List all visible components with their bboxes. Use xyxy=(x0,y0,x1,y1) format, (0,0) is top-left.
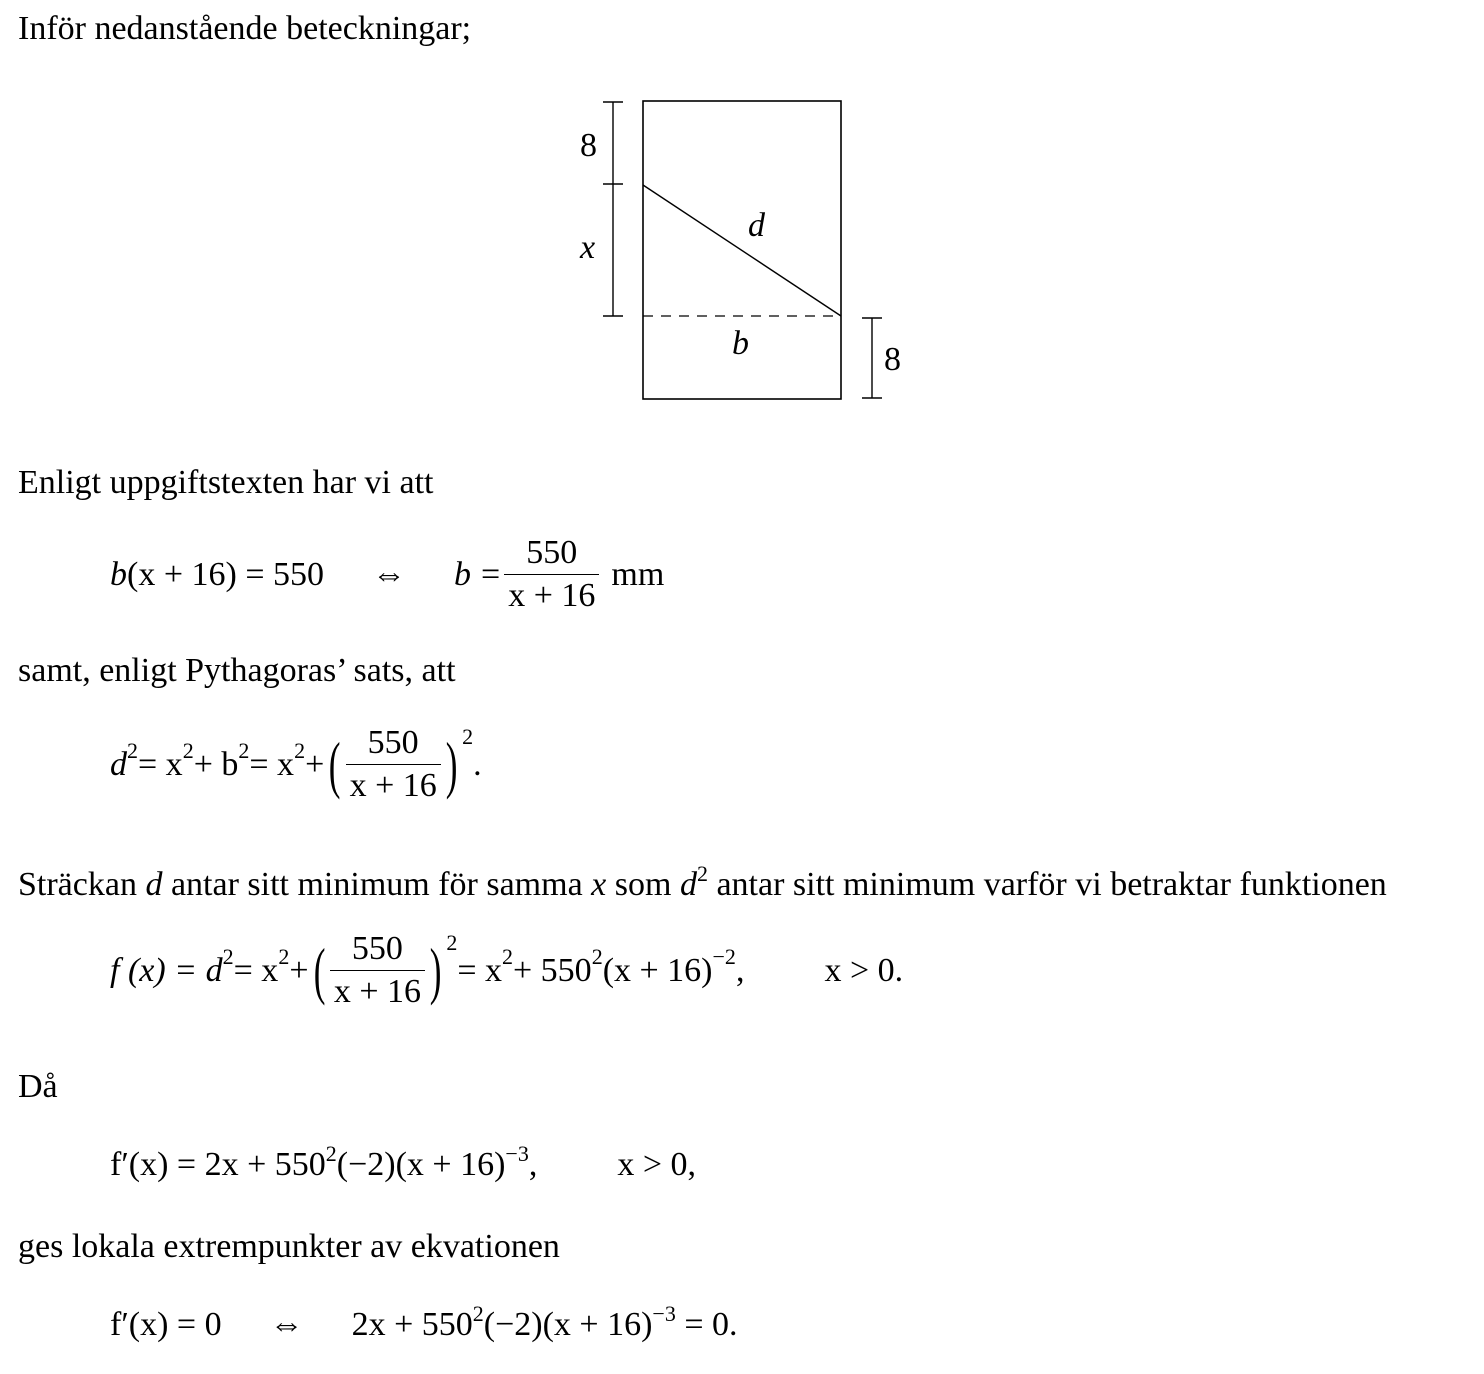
eq2-denominator: x + 16 xyxy=(346,764,441,803)
eq4-comma: , xyxy=(528,1146,538,1183)
eq2-x2: = x xyxy=(249,745,295,783)
equation-1 xyxy=(110,536,664,613)
eq1-lhs-rest: (x + 16) = 550 xyxy=(127,555,324,593)
eq3-rhs1: = x xyxy=(457,951,502,989)
eq1-b: b xyxy=(454,555,471,593)
eq5-lhs: f′(x) = 0 xyxy=(110,1306,222,1343)
eq1-eqsign: = xyxy=(481,555,501,593)
eq2-numerator: 550 xyxy=(367,724,419,761)
eq1-b-lhs: b xyxy=(110,555,127,593)
eq1-unit: mm xyxy=(611,555,665,593)
label-right-8: 8 xyxy=(884,341,901,378)
label-b: b xyxy=(732,325,749,362)
eq2-x: = x xyxy=(138,745,183,783)
paragraph-2: samt, enligt Pythagoras’ sats, att xyxy=(18,652,456,689)
eq2-d: d xyxy=(110,745,127,783)
eq4-lhs: f′(x) = 2x + 550 xyxy=(110,1146,326,1183)
eq2-b: + b xyxy=(193,745,239,783)
eq3-fraction xyxy=(330,932,425,1009)
eq3-rhs2: + 550 xyxy=(513,951,592,989)
label-top-8: 8 xyxy=(580,127,597,164)
eq5-rhs1: 2x + 550 xyxy=(351,1306,473,1343)
eq3-denominator: x + 16 xyxy=(330,970,425,1009)
eq3-lhs: f (x) = d xyxy=(110,951,223,989)
eq3-rhs3: (x + 16) xyxy=(602,951,713,989)
eq5-rhs2: (−2)(x + 16) xyxy=(483,1306,653,1343)
eq4-condition: x > 0, xyxy=(617,1146,697,1183)
eq2-fraction xyxy=(346,726,441,803)
equation-2: d $^2$ = x $^2$ + b $^2$ = x $^2$ + ( $\frac{550}{x + 16}$ ) $^2$ . xyxy=(110,723,482,804)
label-d: d xyxy=(748,207,765,244)
eq3-comma: , xyxy=(735,951,745,989)
eq3-condition: x > 0. xyxy=(824,951,904,989)
eq5-iff: ⇔ xyxy=(269,1306,304,1343)
eq3-numerator: 550 xyxy=(351,930,403,967)
eq3-mid: = x xyxy=(233,951,279,989)
diagonal-d-line xyxy=(643,185,841,316)
label-x: x xyxy=(580,229,596,266)
eq2-plus: + xyxy=(305,745,325,783)
intro-text: Inför nedanstående beteckningar; xyxy=(18,10,472,47)
paragraph-4: Då xyxy=(18,1068,58,1105)
eq4-mid: (−2)(x + 16) xyxy=(336,1146,506,1183)
rectangle-figure xyxy=(560,90,920,410)
paragraph-5: ges lokala extrempunkter av ekvationen xyxy=(18,1228,560,1265)
equation-3: f (x) = d $^2$ = x $^2$ + ( $\frac{550}{x + 16}$ ) $^2$ = x $^2$ + 550 $^2$ (x + 16) $^{-2}$ , x > 0. xyxy=(110,929,904,1010)
eq1-iff: ⇔ xyxy=(372,555,406,593)
paragraph-3: Sträckan d antar sitt minimum för samma x som $d^2$ antar sitt minimum varför vi betraktar funktionen xyxy=(18,861,1387,903)
eq1-fraction xyxy=(504,536,599,613)
eq3-plus: + xyxy=(289,951,309,989)
paragraph-1: Enligt uppgiftstexten har vi att xyxy=(18,464,434,501)
equation-5: f′(x) = 0 ⇔ $2x + 550^2(-2)(x + 16)^{-3} = 0$. xyxy=(110,1301,738,1343)
equation-4: $f'(x) = 2x + 550^2(-2)(x + 16)^{-3}$, x > 0, xyxy=(110,1141,697,1183)
eq1-numerator: 550 xyxy=(526,534,578,571)
eq2-end: . xyxy=(473,745,482,783)
eq5-end: = 0. xyxy=(675,1306,738,1343)
eq1-denominator: x + 16 xyxy=(504,574,599,613)
